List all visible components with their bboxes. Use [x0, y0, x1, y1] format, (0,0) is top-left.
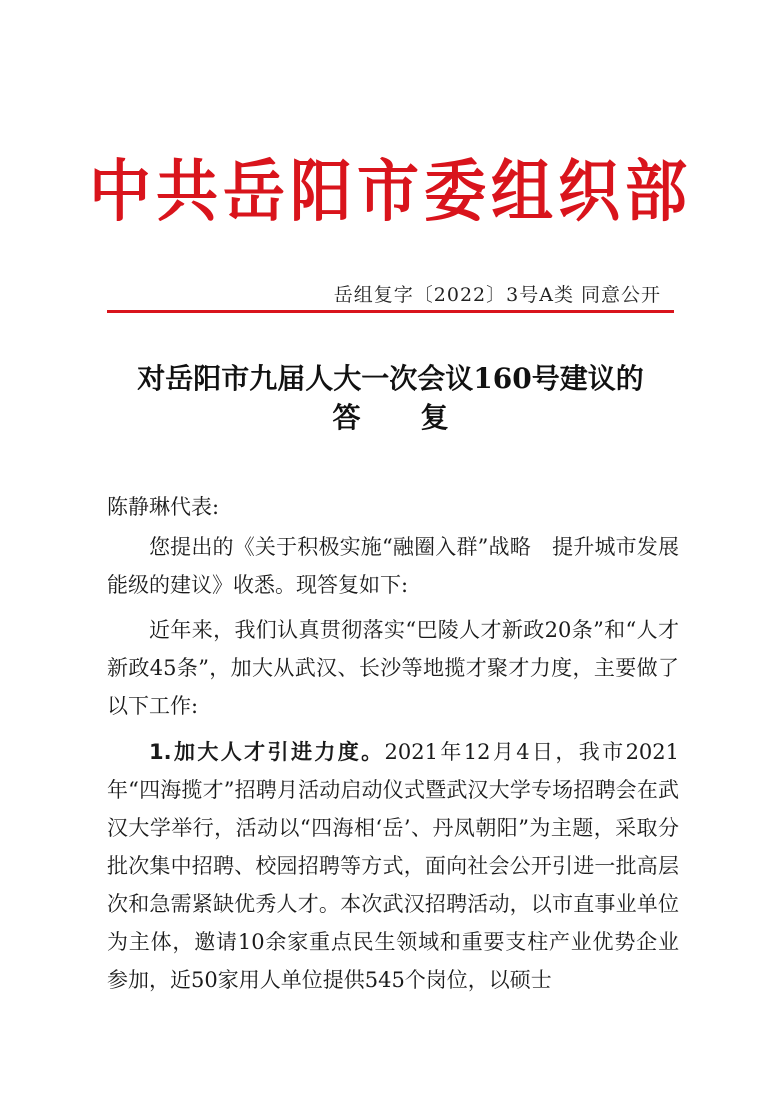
- salutation: 陈静琳代表:: [107, 495, 220, 519]
- document-number: 岳组复字〔2022〕3号A类 同意公开: [333, 284, 661, 306]
- paragraph-3-heading: 1.加大人才引进力度。: [149, 740, 385, 764]
- reply-title-line2: 答复: [332, 401, 509, 434]
- red-divider-rule: [107, 310, 674, 313]
- reply-title-line1: 对岳阳市九届人大一次会议160号建议的: [137, 362, 644, 395]
- paragraph-2: 近年来，我们认真贯彻落实“巴陵人才新政20条”和“人才新政45条”，加大从武汉、长沙等地揽才聚才力度，主要做了以下工作:: [107, 618, 679, 718]
- paragraph-1: 您提出的《关于积极实施“融圈入群”战略 提升城市发展能级的建议》收悉。现答复如下:: [107, 535, 679, 597]
- paragraph-3-text: 2021年12月4日，我市2021年“四海揽才”招聘月活动启动仪式暨武汉大学专场招聘会在武汉大学举行，活动以“四海相‘岳’、丹凤朝阳”为主题，采取分批次集中招聘、校园招聘等方式，面向社会公开引进一批高层次和急需紧缺优秀人才。本次武汉招聘活动，以市直事业单位为主体，邀请10余家重点民生领域和重要支柱产业优势企业参加，近50家用人单位提供545个岗位，以硕士: [107, 740, 680, 992]
- org-title: 中共岳阳市委组织部: [88, 152, 692, 231]
- paragraph-3: [107, 733, 679, 999]
